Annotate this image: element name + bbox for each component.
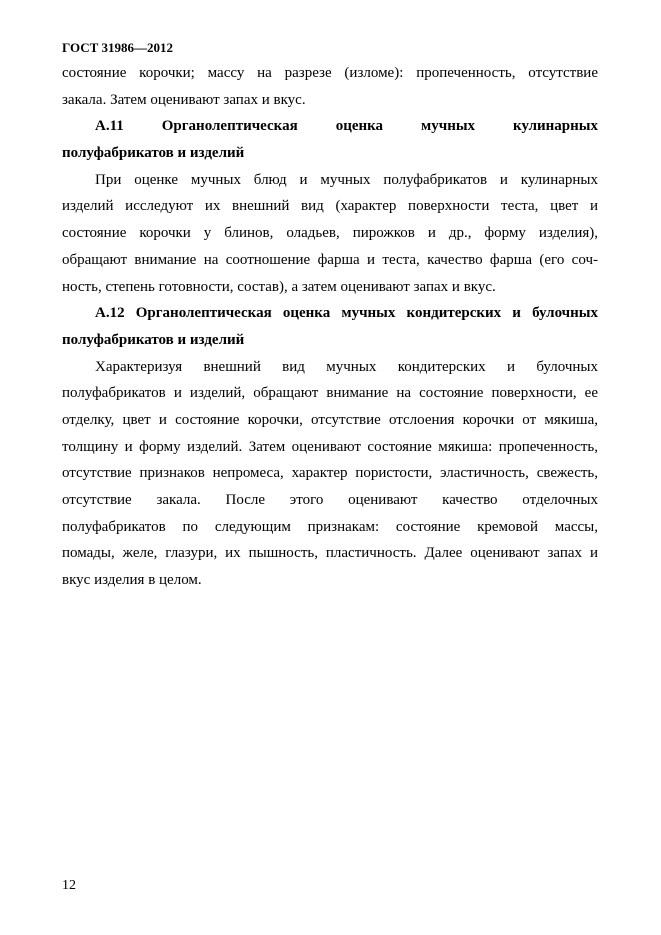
paragraph-a12 <box>62 354 598 594</box>
text-line: состояние корочки у блинов, оладьев, пирожков и др., форму изделия), <box>62 225 598 242</box>
heading-line: А.11 Органолептическая оценка мучных кулинарных <box>95 118 598 135</box>
text-line: изделий исследуют их внешний вид (характер поверхности теста, цвет и <box>62 198 598 215</box>
heading-line: полуфабрикатов и изделий <box>62 145 245 162</box>
text-line: Характеризуя внешний вид мучных кондитерских и булочных <box>95 358 598 375</box>
section-heading-a11 <box>62 113 598 166</box>
text-line: отсутствие закала. После этого оценивают качество отделочных <box>62 492 598 508</box>
paragraph-a11 <box>62 167 598 300</box>
document-body <box>62 60 598 594</box>
heading-line: полуфабрикатов и изделий <box>62 331 245 348</box>
paragraph-intro <box>62 60 598 113</box>
text-line: отсутствие признаков непромеса, характер пористости, эластичность, свежесть, <box>62 465 598 482</box>
text-line: При оценке мучных блюд и мучных полуфабрикатов и кулинарных <box>95 171 598 188</box>
text-line: ность, степень готовности, состав), а затем оценивают запах и вкус. <box>62 278 496 295</box>
section-heading-a12 <box>62 300 598 353</box>
text-line: вкус изделия в целом. <box>62 572 202 589</box>
heading-line: А.12 Органолептическая оценка мучных кондитерских и булочных <box>95 305 598 322</box>
text-line: помады, желе, глазури, их пышность, пластичность. Далее оценивают запах и <box>62 545 598 562</box>
document-header: ГОСТ 31986—2012 <box>62 40 174 55</box>
page-number: 12 <box>62 878 76 893</box>
text-line: обращают внимание на соотношение фарша и теста, качество фарша (его соч- <box>62 251 598 268</box>
text-line: закала. Затем оценивают запах и вкус. <box>62 91 306 108</box>
text-line: отделку, цвет и состояние корочки, отсутствие отслоения корочки от мякиша, <box>62 411 598 428</box>
text-line: толщину и форму изделий. Затем оценивают состояние мякиша: пропеченность, <box>62 438 598 455</box>
text-line: полуфабрикатов и изделий, обращают внимание на состояние поверхности, ее <box>62 385 598 402</box>
text-line: полуфабрикатов по следующим признакам: состояние кремовой массы, <box>62 518 598 535</box>
text-line: состояние корочки; массу на разрезе (изломе): пропеченность, отсутствие <box>62 65 598 81</box>
